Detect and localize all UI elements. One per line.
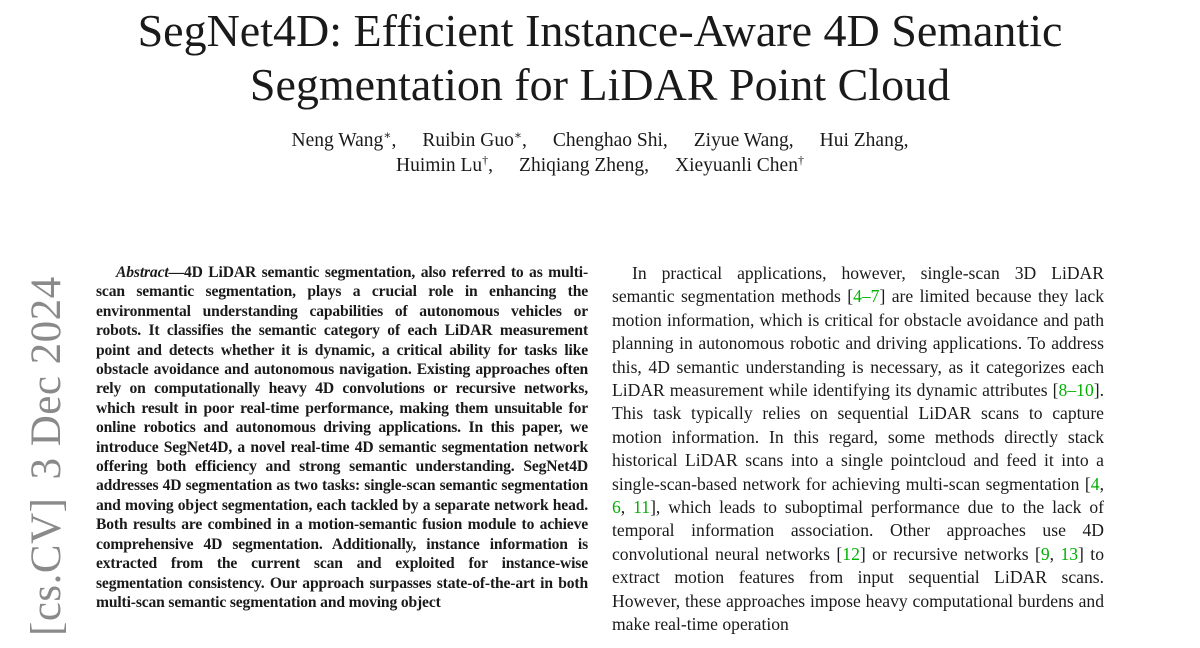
intro-text: ,: [1099, 473, 1104, 494]
author: [675, 153, 804, 178]
intro-text: ]. This task typically relies on sequential LiDAR scans to capture motion information. In this regard, some methods directly stack historical LiDAR scans into a single pointcloud and feed it into a single-scan-based network for achieving multi-scan segmentation [: [612, 380, 1104, 494]
citation-link[interactable]: 11: [633, 497, 651, 518]
abstract: [96, 263, 588, 612]
author-name: Ziyue Wang: [693, 130, 789, 151]
author-list: [0, 128, 1200, 178]
intro-text: ] to extract motion features from input sequential LiDAR scans. However, these approaches impose heavy computational burdens and make real-time operation: [612, 543, 1104, 635]
intro-text: ,: [1049, 543, 1061, 564]
citation-link[interactable]: 4–7: [853, 286, 880, 307]
author-line-2: [0, 153, 1200, 178]
author: Ruibin Guo∗,: [422, 128, 527, 151]
title-line-2: Segmentation for LiDAR Point Cloud: [249, 59, 951, 110]
paper-title: [0, 4, 1200, 112]
author-name: Ruibin Guo: [422, 130, 514, 151]
author-affiliation-mark: †: [482, 153, 489, 167]
author-name: Xieyuanli Chen: [675, 155, 798, 176]
intro-text: ], which leads to suboptimal performance due to the lack of temporal information association. Other approaches use 4D convolutional neural networks [: [612, 497, 1104, 564]
author-affiliation-mark: ∗: [513, 128, 523, 142]
author: Zhiqiang Zheng,: [519, 155, 650, 176]
citation-link[interactable]: 12: [842, 543, 860, 564]
citation-link[interactable]: 9: [1040, 543, 1050, 564]
intro-text: ,: [620, 497, 634, 518]
author-name: Huimin Lu: [396, 155, 483, 176]
author-name: Chenghao Shi: [552, 130, 663, 151]
author-affiliation-mark: †: [797, 153, 804, 167]
citation-link[interactable]: 4: [1090, 473, 1100, 494]
title-line-1: SegNet4D: Efficient Instance-Aware 4D Semantic: [137, 5, 1063, 56]
arxiv-date: 3 Dec 2024: [23, 276, 70, 480]
introduction-paragraph: [612, 262, 1104, 637]
citation-link[interactable]: 8–10: [1058, 380, 1094, 401]
author-line-1: [0, 128, 1200, 153]
abstract-text: —4D LiDAR semantic segmentation, also referred to as multi-scan semantic segmentation, plays a crucial role in enhancing the environmental understanding capabilities of autonomous vehicles or robots. It classifies the semantic category of each LiDAR measurement point and detects whether it is dynamic, a critical ability for tasks like obstacle avoidance and autonomous navigation. Existing approaches often rely on computationally heavy 4D convolutions or recursive networks, which result in poor real-time performance, making them unsuitable for online robotics and autonomous driving applications. In this paper, we introduce SegNet4D, a novel real-time 4D semantic segmentation network offering both efficiency and strong semantic understanding. SegNet4D addresses 4D segmentation as two tasks: single-scan semantic segmentation and moving object segmentation, each tackled by a separate network head. Both results are combined in a motion-semantic fusion module to achieve comprehensive 4D segmentation. Additionally, instance information is extracted from the current scan and exploited for instance-wise segmentation consistency. Our approach surpasses state-of-the-art in both multi-scan semantic segmentation and moving object: [96, 264, 588, 611]
author: Ziyue Wang,: [693, 130, 794, 151]
author-name: Hui Zhang: [819, 130, 904, 151]
author-name: Zhiqiang Zheng: [519, 155, 645, 176]
abstract-label: Abstract: [116, 264, 169, 281]
author: Huimin Lu†,: [396, 153, 494, 176]
author-affiliation-mark: ∗: [383, 128, 392, 142]
author-name: Neng Wang: [291, 130, 384, 151]
intro-text: ] or recursive networks [: [859, 543, 1041, 564]
arxiv-category: [cs.CV]: [23, 497, 70, 636]
citation-link[interactable]: 13: [1060, 543, 1079, 564]
intro-text: In practical applications, however, single-scan 3D LiDAR semantic segmentation methods [: [612, 263, 1104, 307]
citation-link[interactable]: 6: [612, 497, 621, 518]
author: Hui Zhang,: [819, 130, 909, 151]
author: Chenghao Shi,: [552, 130, 668, 151]
arxiv-stamp: [22, 276, 72, 636]
author: Neng Wang∗,: [291, 128, 397, 151]
intro-text: ] are limited because they lack motion information, which is critical for obstacle avoidance and path planning in autonomous robotic and driving applications. To address this, 4D semantic understanding is necessary, as it categorizes each LiDAR measurement while identifying its dynamic attributes [: [612, 286, 1104, 401]
